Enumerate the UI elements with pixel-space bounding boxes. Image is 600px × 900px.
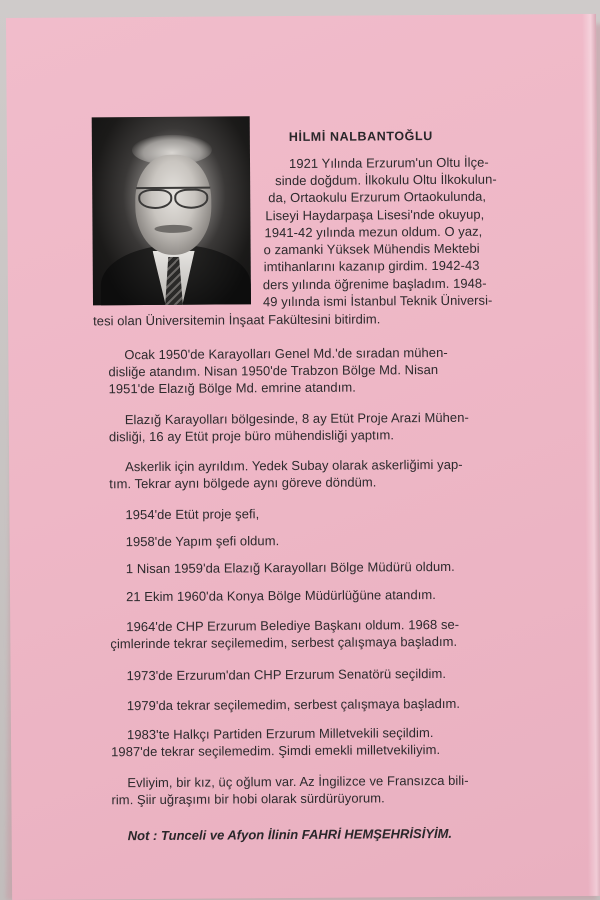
author-portrait [92,116,251,305]
paragraph [126,585,552,605]
paragraph-line: Elazığ Karayolları bölgesinde, 8 ay Etüt Proje Arazi Mühen- [124,409,469,428]
paragraph-line: 1951'de Elazığ Bölge Md. emrine atandım. [108,379,356,397]
paragraph-line: 1954'de Etüt proje şefi, [125,506,260,523]
paragraph-line: çimlerinde tekrar seçilemedim, serbest çalışmaya başladım. [110,634,458,652]
paragraph-line: 1958'de Yapım şefi oldum. [125,533,280,550]
paragraph [108,408,551,445]
paragraph-line: 1 Nisan 1959'da Elazığ Karayolları Bölge Müdürü oldum. [125,558,455,577]
paragraph-line: 1964'de CHP Erzurum Belediye Başkanı oldum. 1968 se- [126,616,460,635]
paragraph [110,615,552,652]
paragraph-line: disliğe atandım. Nisan 1950'de Trabzon Bölge Md. Nisan [108,362,439,380]
intro-line: 1941-42 yılında mezun oldum. O yaz, [264,223,483,241]
intro-line: sinde doğdum. İlkokulu Oltu İlkokulun- [275,171,497,189]
paragraph-line: tım. Tekrar aynı bölgede aynı göreve döndüm. [109,474,377,492]
paragraph-line: 1979'da tekrar seçilemedim, serbest çalışmaya başladım. [126,695,461,714]
intro-line: 49 yılında ismi İstanbul Teknik Üniversi- [262,292,493,310]
intro-line: tesi olan Üniversitemin İnşaat Fakültesini bitirdim. [93,311,381,329]
intro-line: 1921 Yılında Erzurum'un Oltu İlçe- [288,154,489,172]
intro-line: ders yılında öğrenime başladım. 1948- [262,275,487,293]
author-name: HİLMİ NALBANTOĞLU [288,129,433,145]
paragraph [127,664,553,684]
paragraph [126,557,552,577]
paragraph-line: 1987'de tekrar seçilemedim. Şimdi emekli milletvekiliyim. [111,742,441,760]
intro-line: o zamanki Yüksek Mühendis Mektebi [263,240,480,258]
intro-line: imtihanlarını kazanıp girdim. 1942-43 [263,257,480,275]
paragraph-line: 1983'te Halkçı Partiden Erzurum Milletvekili seçildim. [126,725,434,743]
paragraph [108,343,550,398]
paragraph-line: 1973'de Erzurum'dan CHP Erzurum Senatörü seçildim. [126,665,447,684]
intro-line: da, Ortaokulu Erzurum Ortaokulunda, [268,188,487,206]
paragraph-line: 21 Ekim 1960'da Konya Bölge Müdürlüğüne atandım. [125,587,436,605]
paragraph [126,530,552,550]
book-back-cover [6,14,600,900]
paragraph [111,723,553,760]
paragraph-line: Askerlik için ayrıldım. Yedek Subay olarak askerliğimi yap- [125,456,463,475]
intro-line: Liseyi Haydarpaşa Lisesi'nde okuyup, [265,206,485,224]
paragraph-line: Evliyim, bir kız, üç oğlum var. Az İngilizce ve Fransızca bili- [127,772,469,791]
paragraph [109,455,551,492]
paragraph-line: rim. Şiir uğraşımı bir hobi olarak sürdürüyorum. [111,790,385,808]
paragraph [125,503,551,523]
paragraph-line: disliği, 16 ay Etüt proje büro mühendisliği yaptım. [108,427,395,445]
paragraph [127,694,553,714]
paragraph [111,771,553,808]
paragraph-line: Ocak 1950'de Karayolları Genel Md.'de sıradan mühen- [124,344,448,363]
honorary-citizen-note: Not : Tunceli ve Afyon İlinin FAHRİ HEMŞEHRİSİYİM. [127,825,453,844]
